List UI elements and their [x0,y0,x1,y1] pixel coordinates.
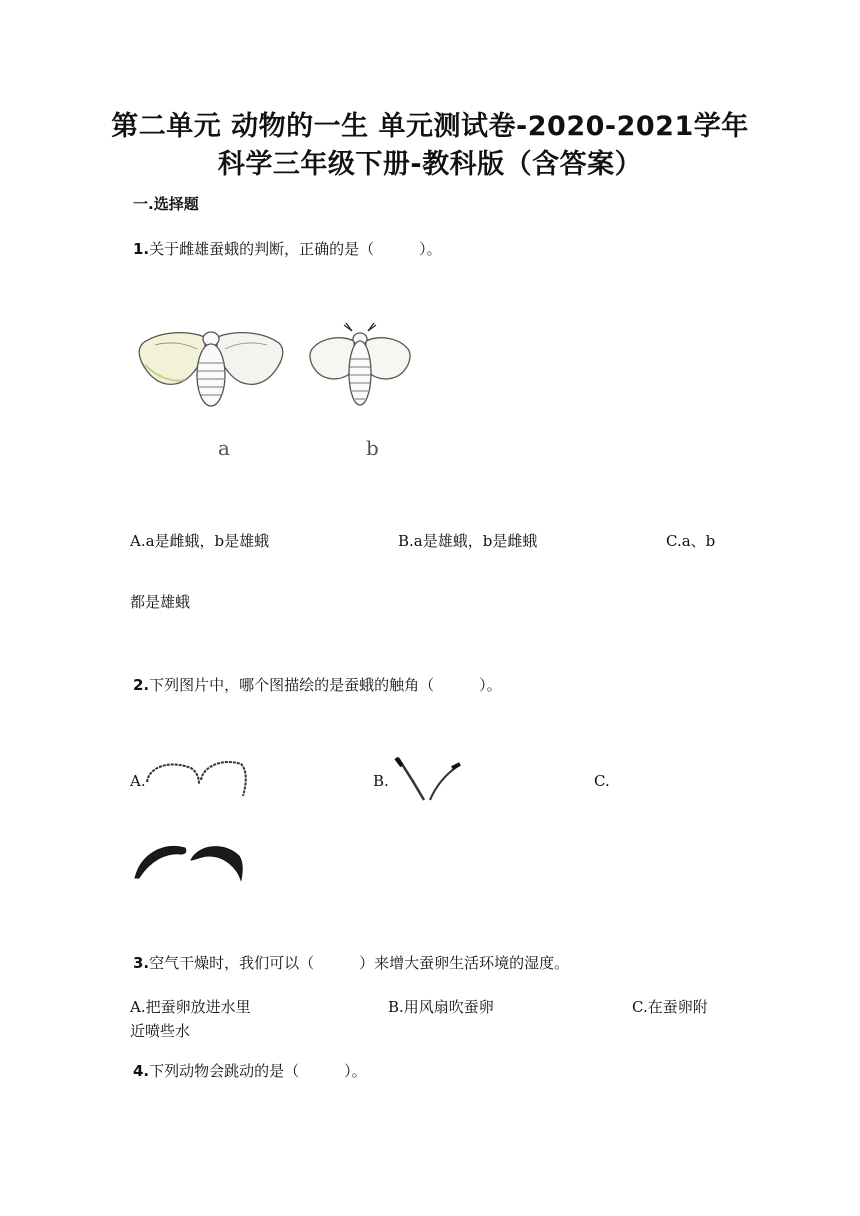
antenna-c-icon [133,838,245,882]
moth-b-label: b [366,436,379,460]
question-1-text: 关于雌雄蚕蛾的判断，正确的是（ ）。 [149,240,442,258]
q2-option-c[interactable]: C. [594,772,610,790]
moth-a-label: a [218,436,230,460]
question-4-number: 4. [133,1062,150,1080]
q3-option-c[interactable]: C.在蚕卵附 [632,998,708,1016]
question-4-text: 下列动物会跳动的是（ ）。 [149,1062,367,1080]
q3-option-a[interactable]: A.把蚕卵放进水里 [130,998,251,1016]
q3-option-c-continued: 近喷些水 [130,1022,191,1040]
q2-option-a[interactable]: A. [130,772,146,790]
question-1 [133,238,442,259]
q1-option-a[interactable]: A.a是雌蛾，b是雄蛾 [130,532,270,550]
question-3-text: 空气干燥时，我们可以（ ）来增大蚕卵生活环境的湿度。 [149,954,570,972]
question-4 [133,1060,367,1081]
q1-option-b[interactable]: B.a是雄蛾，b是雌蛾 [398,532,538,550]
document-title-line2: 科学三年级下册-教科版（含答案） [217,149,643,180]
section-heading: 一.选择题 [133,195,199,213]
question-3-number: 3. [133,954,150,972]
question-1-number: 1. [133,240,150,258]
antenna-a-icon [143,756,251,800]
moth-a-icon [135,325,287,410]
question-2-number: 2. [133,676,150,694]
q1-option-c-continued: 都是雄蛾 [130,593,191,611]
question-2 [133,674,502,695]
moth-b-icon [308,325,412,410]
q3-option-b[interactable]: B.用风扇吹蚕卵 [388,998,494,1016]
question-3 [133,952,569,973]
antenna-b-icon [392,756,464,806]
q2-option-b[interactable]: B. [373,772,389,790]
document-title-line1: 第二单元 动物的一生 单元测试卷-2020-2021学年 [111,111,749,142]
question-2-text: 下列图片中，哪个图描绘的是蚕蛾的触角（ ）。 [149,676,502,694]
q1-option-c[interactable]: C.a、b [666,532,716,550]
